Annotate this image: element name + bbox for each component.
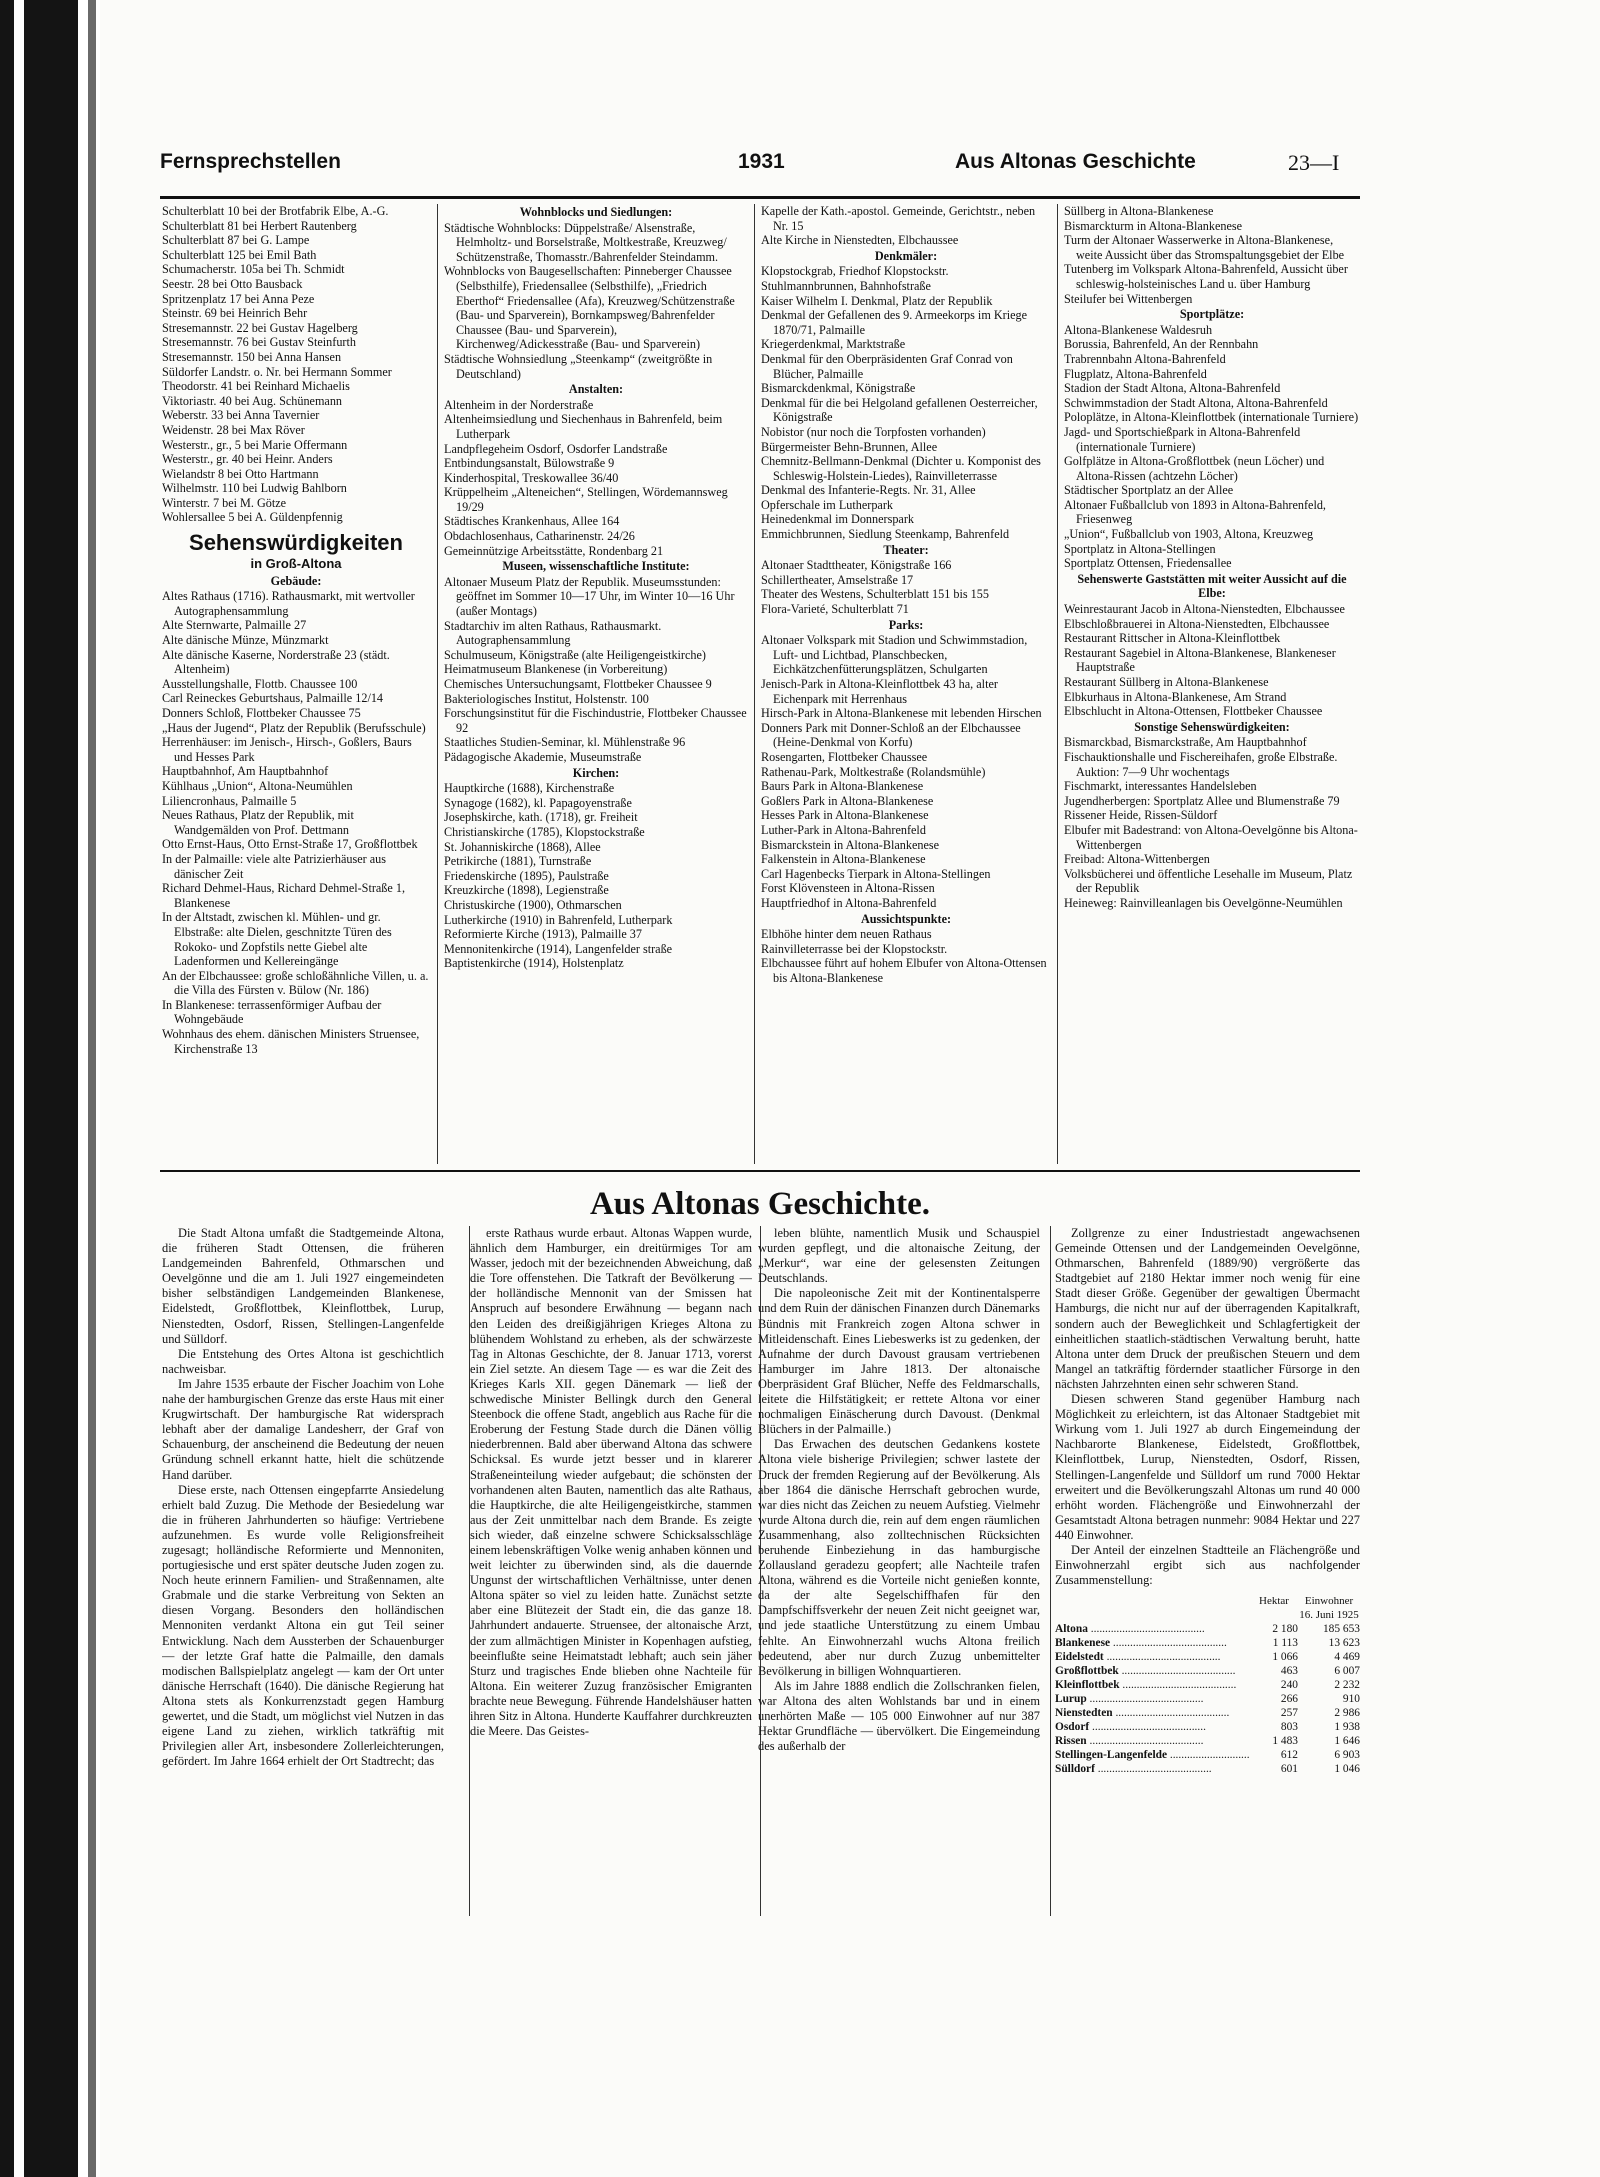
page-number: 23—I xyxy=(1288,150,1340,175)
history-paragraph: Die napoleonische Zeit mit der Kontinentalsperre und dem Ruin der dänischen Finanzen durch Dänemarks Bündnis mit Frankreich zogen Altona schwer in Mitleidenschaft. Eines Liebeswerks ist zu gedenken, der Aufnahme der durch Davoust grausam vertriebenen Hamburger im Jahre 1813. Der altonaische Oberpräsident Graf Blücher, Neffe des Feldmarschalls, leitete die Hilfstätigkeit; er rettete Altona vor einer nochmaligen Einäscherung durch Davoust. (Denkmal Blüchers in der Palmaille.) xyxy=(758,1286,1040,1437)
history-column-4 xyxy=(1055,1226,1360,1926)
sight-entry: Opferschale im Lutherpark xyxy=(761,497,893,512)
sight-entry: Ausstellungshalle, Flottb. Chaussee 100 xyxy=(162,676,358,691)
history-paragraph: Als im Jahre 1888 endlich die Zollschranken fielen, war Altona des alten Wohlstands bar und in einem unerhörten Maße — 105 000 Einwohner auf nur 387 Hektar Grundfläche — übervölkert. Die Eingemeindung des außerhalb der xyxy=(758,1678,1040,1754)
heading-parks: Parks: xyxy=(888,617,924,632)
directory-entry: Seestr. 28 bei Otto Bausback xyxy=(162,276,303,291)
history-paragraph: leben blühte, namentlich Musik und Schauspiel wurden gepflegt, und die altonaische Zeitung, der „Merkur“, war eine der gelesensten Zeitungen Deutschlands. xyxy=(758,1226,1040,1286)
sight-entry: Petrikirche (1881), Turnstraße xyxy=(444,854,592,869)
district-hektar: 1 483 xyxy=(1272,1735,1298,1748)
sight-entry: Klopstockgrab, Friedhof Klopstockstr. xyxy=(761,264,949,279)
heading-kirchen: Kirchen: xyxy=(572,765,620,780)
sight-entry: Städtische Wohnblocks: Düppelstraße/ Alsenstraße, Helmholtz- und Borselstraße, Moltkestraße, Kreuzweg/ Schützenstraße, Thomasstr./Bahrenfelder Steindamm. xyxy=(444,220,727,264)
directory-entry: Stresemannstr. 76 bei Gustav Steinfurth xyxy=(162,335,356,350)
sight-entry: Landpflegeheim Osdorf, Osdorfer Landstraße xyxy=(444,441,668,456)
sight-entry: Entbindungsanstalt, Bülowstraße 9 xyxy=(444,456,615,471)
directory-entry: Stresemannstr. 22 bei Gustav Hagelberg xyxy=(162,320,358,335)
directory-entry: Westerstr., gr. 40 bei Heinr. Anders xyxy=(162,452,333,467)
heading-aussichtspunkte: Aussichtspunkte: xyxy=(860,911,952,926)
history-paragraph: erste Rathaus wurde erbaut. Altonas Wappen wurde, ähnlich dem Hamburger, ein dreitürmiges Tor am Wasser, jedoch mit der bezeichnenden Abweichung, daß die Tore offenstehen. Die Tatkraft der Bevölkerung — der holländische Mennonit van der Smissen hat Anspruch auf besondere Erwähnung — begann nach den Leiden des dreißigjährigen Krieges Altona zu blühendem Wohlstand zu erheben, als der schwärzeste Tag in Altonas Geschichte, der 8. Januar 1713, vorerst ein Ziel setzte. An diesem Tage — es war die Zeit des Krieges Karls XII. gegen Dänemark — ließ der schwedische Minister Bellingk durch den General Steenbock die offene Stadt, angeblich aus Rache für die Eroberung der Festung Stade durch die Dänen völlig niederbrennen. Bald aber überwand Altona das schwere Schicksal. Es wurde jetzt besser und in klarerer Straßeneinteilung wieder aufgebaut; die schönsten der vorhandenen alten Bauten, namentlich das alte Rathaus, die Hauptkirche, die alte Heiligengeistkirche, stammen aus der Zeit unmittelbar nach dem Brande. Es zeigte sich wieder, daß einzelne schwere Schicksalsschläge einem lebenskräftigen Volke wenig anhaben können und weit leichter zu überwinden sind, als die dauernde Ungunst der wirtschaftlichen Verhältnisse, unter denen Altona später so viel zu leiden hatte. Zunächst setzte aber eine Blütezeit der Stadt ein, die das ganze 18. Jahrhundert andauerte. Struensee, der altonaische Arzt, der zum allmächtigen Minister in Kopenhagen aufstieg, beeinflußte seine Heimatstadt lebhaft; auch sein jäher Sturz und tragisches Ende blieben ohne Nachteile für Altona. Ein weiterer Zuzug französischer Emigranten brachte neue Bewegung. Führende Handelshäuser hatten ihren Sitz in Altona. Hunderte Kauffahrer durchkreuzten die Meere. Das Geistes- xyxy=(470,1226,752,1739)
header-year: 1931 xyxy=(738,150,785,173)
sight-entry: Baurs Park in Altona-Blankenese xyxy=(761,779,924,794)
adjacent-page-edge xyxy=(0,0,78,2177)
district-name: Altona ..... xyxy=(1055,1622,1250,1636)
sight-entry: Stadtarchiv im alten Rathaus, Rathausmarkt. Autographensammlung xyxy=(444,618,662,648)
sight-entry: Elbufer mit Badestrand: von Altona-Oevelgönne bis Altona-Wittenbergen xyxy=(1064,822,1358,852)
sight-entry: Denkmal der Gefallenen des 9. Armeekorps im Kriege 1870/71, Palmaille xyxy=(761,308,1027,337)
sight-entry: Altonaer Volkspark mit Stadion und Schwimmstadion, Luft- und Lichtbad, Planschbecken, Eichkätzchenfütterungsplätzen, Schulgarten xyxy=(761,633,1028,677)
sight-entry: Bakteriologisches Institut, Holstenstr. 100 xyxy=(444,691,649,706)
history-paragraph: Diesen schweren Stand gegenüber Hamburg nach Möglichkeit zu erleichtern, ist das Altonaer Stadtgebiet mit Wirkung vom 1. Juli 1927 ab durch Eingemeindung der Nachbarorte Blankenese, Eidelstedt, Großflottbek, Kleinflottbek, Lurup, Nienstedten, Osdorf, Rissen, Stellingen-Langenfelde und Sülldorf um rund 7000 Hektar erweitert und die Bevölkerungszahl Altonas um rund 40 000 erhöht worden. Flächengröße und Einwohnerzahl der Gesamtstadt Altona betragen nunmehr: 9084 Hektar und 227 440 Einwohner. xyxy=(1055,1392,1360,1542)
sight-entry: Alte dänische Münze, Münzmarkt xyxy=(162,633,329,648)
directory-entry: Schumacherstr. 105a bei Th. Schmidt xyxy=(162,262,345,277)
sight-entry: Hauptkirche (1688), Kirchenstraße xyxy=(444,781,615,796)
district-population: 185 653 xyxy=(1322,1623,1360,1636)
history-paragraph: Der Anteil der einzelnen Stadtteile an Flächengröße und Einwohnerzahl ergibt sich aus nachfolgender Zusammenstellung: xyxy=(1055,1542,1360,1588)
district-population: 2 986 xyxy=(1334,1707,1360,1720)
sight-entry: Kapelle der Kath.-apostol. Gemeinde, Gerichtstr., neben Nr. 15 xyxy=(761,204,1036,233)
district-statistics-table xyxy=(1055,1594,1360,1776)
sight-entry: Richard Dehmel-Haus, Richard Dehmel-Straße 1, Blankenese xyxy=(162,881,405,910)
sight-entry: Denkmal für die bei Helgoland gefallenen Oesterreicher, Königstraße xyxy=(761,395,1038,425)
sight-entry: Josephskirche, kath. (1718), gr. Freiheit xyxy=(444,810,638,825)
history-paragraph: Das Erwachen des deutschen Gedankens kostete Altona viele bisherige Privilegien; schwer lastete der Druck der fremden Regierung auf der Bevölkerung. Als aber 1864 die dänische Herrschaft gebrochen wurde, war dies nicht das Zeichen zu neuem Aufstieg. Vielmehr wurde Altona durch die, rein auf dem engen räumlichen Zusammenhang, also zolltechnischen Rücksichten beruhende Einbeziehung in das hamburgische Zollausland geradezu geopfert; alle Nachteile trafen Altona, während es die Vorteile nicht genießen konnte, da der alte Segelschiffhafen für den Dampfschiffsverkehr der neuen Zeit nicht geeignet war, und jede staatliche Unterstützung zu einem Umbau fehlte. An Einwohnerzahl wuchs Altona freilich bedeutend, aber nur durch Zuzug unbemittelter Bevölkerung in billigen Wohnquartieren. xyxy=(758,1437,1040,1678)
section-title: Sehenswürdigkeiten xyxy=(189,530,403,556)
stats-row xyxy=(1055,1622,1360,1636)
sight-entry: Kinderhospital, Treskowallee 36/40 xyxy=(444,470,619,485)
sight-entry: „Haus der Jugend“, Platz der Republik (Berufsschule) xyxy=(162,720,426,735)
district-population: 1 046 xyxy=(1334,1763,1360,1776)
sight-entry: Rissener Heide, Rissen-Süldorf xyxy=(1064,808,1218,823)
sight-entry: In der Altstadt, zwischen kl. Mühlen- und gr. Elbstraße: alte Dielen, geschnitzte Türen des Rokoko- und Zopfstils nette Giebel alte Ladenformen und Kellereingänge xyxy=(162,910,392,969)
sight-entry: Rathenau-Park, Moltkestraße (Rolandsmühle) xyxy=(761,764,986,779)
district-name: Eidelstedt ..... xyxy=(1055,1650,1250,1664)
sight-entry: Chemisches Untersuchungsamt, Flottbeker Chaussee 9 xyxy=(444,677,712,691)
stats-row xyxy=(1055,1748,1360,1762)
stats-row xyxy=(1055,1678,1360,1692)
district-population: 1 938 xyxy=(1334,1721,1360,1734)
column-1 xyxy=(162,204,430,1164)
sight-entry: Kreuzkirche (1898), Legienstraße xyxy=(444,883,609,898)
district-population: 13 623 xyxy=(1328,1637,1360,1650)
sight-entry: Forschungsinstitut für die Fischindustrie, Flottbeker Chaussee 92 xyxy=(444,706,747,735)
heading-denkmaeler: Denkmäler: xyxy=(874,248,938,263)
heading-gaststaetten: Sehenswerte Gaststätten mit weiter Aussicht auf die Elbe: xyxy=(1077,571,1347,601)
history-title: Aus Altonas Geschichte. xyxy=(589,1186,931,1222)
sight-entry: Rainvilleterrasse bei der Klopstockstr. xyxy=(761,941,948,956)
history-paragraph: Im Jahre 1535 erbaute der Fischer Joachim von Lohe nahe der hamburgischen Grenze das erste Haus mit einer Krugwirtschaft. Der hamburgische Rat widersprach lebhaft aber der damalige Landesherr, der Graf von Schauenburg, der anscheinend die Bedeutung der neuen Gründung schnell erkannt hatte, hielt die schützende Hand darüber. xyxy=(162,1376,444,1482)
sight-entry: Altenheimsiedlung und Siechenhaus in Bahrenfeld, beim Lutherpark xyxy=(444,412,723,441)
heading-sportplaetze: Sportplätze: xyxy=(1179,307,1245,322)
sight-entry: Krüppelheim „Alteneichen“, Stellingen, Wördemannsweg 19/29 xyxy=(444,485,728,514)
sight-entry: Altonaer Stadttheater, Königstraße 166 xyxy=(761,558,952,573)
sight-entry: Forst Klövensteen in Altona-Rissen xyxy=(761,881,935,896)
directory-entry: Wilhelmstr. 110 bei Ludwig Bahlborn xyxy=(162,481,347,496)
sight-entry: Heineweg: Rainvilleanlagen bis Oevelgönne-Neumühlen xyxy=(1064,895,1343,910)
column-divider xyxy=(754,204,755,1164)
stats-row xyxy=(1055,1734,1360,1748)
heading-gebaeude: Gebäude: xyxy=(270,573,322,588)
sight-entry: Altes Rathaus (1716). Rathausmarkt, mit wertvoller Autographensammlung xyxy=(162,589,415,618)
running-header xyxy=(160,150,1360,188)
sight-entry: Lutherkirche (1910) in Bahrenfeld, Lutherpark xyxy=(444,912,673,927)
history-paragraph: Zollgrenze zu einer Industriestadt angewachsenen Gemeinde Ottensen und der Landgemeinden Oevelgönne, Othmarschen, Bahrenfeld (1889/90) vergrößerte das Stadtgebiet auf 2180 Hektar immer noch wenig für eine Stadt dieser Größe. Gegenüber der gewaltigen Übermacht Hamburgs, die nicht nur auf der überragenden Kapitalkraft, sondern auch der Beweglichkeit und Schlagfertigkeit der einheitlichen staatlich-städtischen Verwaltung beruht, hatte Altona unter dem Druck der preußischen Steuern und dem Mangel an tatkräftig fördernder staatlicher Fürsorge in den nächsten Jahrzehnten einen sehr schweren Stand. xyxy=(1055,1226,1360,1391)
directory-entry: Viktoriastr. 40 bei Aug. Schünemann xyxy=(162,393,343,408)
sight-entry: Alte Kirche in Nienstedten, Elbchaussee xyxy=(761,233,959,248)
sight-entry: Denkmal für den Oberpräsidenten Graf Conrad von Blücher, Palmaille xyxy=(761,351,1013,381)
sight-entry: Turm der Altonaer Wasserwerke in Altona-Blankenese, weite Aussicht über das Stromspaltungsgebiet der Elbe xyxy=(1064,233,1345,262)
directory-entry: Spritzenplatz 17 bei Anna Peze xyxy=(162,291,315,306)
sight-entry: Pädagogische Akademie, Museumstraße xyxy=(444,749,642,764)
sight-entry: Donners Park mit Donner-Schloß an der Elbchaussee (Heine-Denkmal von Korfu) xyxy=(761,720,1021,750)
sight-entry: Kühlhaus „Union“, Altona-Neumühlen xyxy=(162,778,353,793)
sight-entry: Carl Hagenbecks Tierpark in Altona-Stellingen xyxy=(761,866,991,881)
sight-entry: Fischmarkt, interessantes Handelsleben xyxy=(1064,779,1257,794)
sight-entry: Heimatmuseum Blankenese (in Vorbereitung) xyxy=(444,662,668,677)
sight-entry: Stadion der Stadt Altona, Altona-Bahrenfeld xyxy=(1064,381,1281,396)
sight-entry: Goßlers Park in Altona-Blankenese xyxy=(761,793,934,808)
sight-entry: Jagd- und Sportschießpark in Altona-Bahrenfeld (internationale Turniere) xyxy=(1064,424,1301,454)
district-name: Sülldorf ..... xyxy=(1055,1762,1250,1776)
directory-entry: Winterstr. 7 bei M. Götze xyxy=(162,495,287,510)
sight-entry: Trabrennbahn Altona-Bahrenfeld xyxy=(1064,351,1226,366)
sight-entry: Hauptfriedhof in Altona-Bahrenfeld xyxy=(761,895,937,910)
sight-entry: Restaurant Rittscher in Altona-Kleinflottbek xyxy=(1064,631,1281,646)
sight-entry: Volksbücherei und öffentliche Lesehalle im Museum, Platz der Republik xyxy=(1064,866,1353,896)
sight-entry: Carl Reineckes Geburtshaus, Palmaille 12/14 xyxy=(162,691,384,706)
stats-header-hektar: Hektar xyxy=(1259,1595,1289,1608)
district-hektar: 1 113 xyxy=(1272,1637,1298,1650)
sight-entry: Nobistor (nur noch die Torpfosten vorhanden) xyxy=(761,424,986,439)
sight-entry: An der Elbchaussee: große schloßähnliche Villen, u. a. die Villa des Fürsten v. Bülow (Nr. 186) xyxy=(162,968,429,998)
sight-entry: Altonaer Fußballclub von 1893 in Altona-Bahrenfeld, Friesenweg xyxy=(1064,497,1326,527)
stats-row xyxy=(1055,1650,1360,1664)
directory-entry: Weidenstr. 28 bei Max Röver xyxy=(162,422,305,437)
district-name: Großflottbek ..... xyxy=(1055,1664,1250,1678)
directory-entry: Stresemannstr. 150 bei Anna Hansen xyxy=(162,349,342,364)
column-divider xyxy=(1050,1226,1051,1916)
sight-entry: Schillertheater, Amselstraße 17 xyxy=(761,572,914,587)
sight-entry: Hirsch-Park in Altona-Blankenese mit lebenden Hirschen xyxy=(761,706,1042,721)
sight-entry: Elbschloßbrauerei in Altona-Nienstedten, Elbchaussee xyxy=(1064,616,1330,631)
sight-entry: Elbschlucht in Altona-Ottensen, Flottbeker Chaussee xyxy=(1064,704,1323,719)
sight-entry: Jugendherbergen: Sportplatz Allee und Blumenstraße 79 xyxy=(1064,793,1340,808)
sight-entry: Bismarckbad, Bismarckstraße, Am Hauptbahnhof xyxy=(1064,735,1307,750)
sight-entry: Altona-Blankenese Waldesruh xyxy=(1064,322,1213,337)
directory-entry: Süldorfer Landstr. o. Nr. bei Hermann Sommer xyxy=(162,364,392,379)
directory-entry: Theodorstr. 41 bei Reinhard Michaelis xyxy=(162,379,350,394)
sight-entry: Synagoge (1682), kl. Papagoyenstraße xyxy=(444,795,632,810)
sight-entry: Kriegerdenkmal, Marktstraße xyxy=(761,337,906,352)
history-column-3 xyxy=(758,1226,1040,1926)
history-paragraph: Diese erste, nach Ottensen eingepfarrte Ansiedelung erhielt bald Zuzug. Die Methode der Besiedelung war die in früheren Jahrhunderten so häufige: Vertriebene aufzunehmen. Es wurde volle Religionsfreiheit zugesagt; holländische Reformierte und Mennoniten, portugiesische und erst später deutsche Juden zogen zu. Noch heute erinnern Familien- und Straßennamen, alte Grabmale und die starke Verbreitung von Sekten an diesen Vorgang. Besonders den holländischen Mennoniten verdankt Altona ein gut Teil seiner Entwicklung. Nach dem Aussterben der Schauenburger — der letzte Graf hatte die Palmaille, den damals modischen Ballspielplatz angelegt — kam der Ort unter dänische Herrschaft (1640). Die dänische Regierung hat Altona stets als Konkurrenzstadt gegen Hamburg gewertet, und die Stadt, um möglichst viel Nutzen in das eigene Land zu ziehen, wirklich tatkräftig mit Privilegien aller Art, insbesondere Zollerleichterungen, gefördert. Im Jahre 1664 erhielt der Ort Stadtrecht; das xyxy=(162,1482,444,1769)
sight-entry: Städtischer Sportplatz an der Allee xyxy=(1064,483,1234,498)
directory-entry: Schulterblatt 125 bei Emil Bath xyxy=(162,247,317,262)
history-paragraph: Die Entstehung des Ortes Altona ist geschichtlich nachweisbar. xyxy=(162,1346,444,1376)
sight-entry: Bürgermeister Behn-Brunnen, Allee xyxy=(761,439,938,454)
sight-entry: Chemnitz-Bellmann-Denkmal (Dichter u. Komponist des Schleswig-Holstein-Liedes), Rainvilleterrasse xyxy=(761,454,1041,483)
heading-sonstige: Sonstige Sehenswürdigkeiten: xyxy=(1134,719,1290,734)
district-name: Stellingen-Langenfelde ..... xyxy=(1055,1748,1250,1762)
sight-entry: Altonaer Museum Platz der Republik. Museumsstunden: geöffnet im Sommer 10—17 Uhr, im Winter 10—16 Uhr (außer Montags) xyxy=(444,574,735,619)
sight-entry: Poloplätze, in Altona-Kleinflottbek (internationale Turniere) xyxy=(1064,410,1359,425)
directory-entry: Schulterblatt 10 bei der Brotfabrik Elbe, A.-G. xyxy=(162,204,389,218)
header-right: Aus Altonas Geschichte xyxy=(955,150,1196,173)
sight-entry: Denkmal des Infanterie-Regts. Nr. 31, Allee xyxy=(761,483,976,498)
sight-entry: Sportplatz in Altona-Stellingen xyxy=(1064,541,1216,556)
sight-entry: Theater des Westens, Schulterblatt 151 bis 155 xyxy=(761,587,989,602)
district-population: 910 xyxy=(1342,1693,1360,1706)
sight-entry: Stuhlmannbrunnen, Bahnhofstraße xyxy=(761,278,931,293)
sight-entry: Liliencronhaus, Palmaille 5 xyxy=(162,793,297,808)
district-hektar: 1 066 xyxy=(1272,1651,1298,1664)
sight-entry: Schulmuseum, Königstraße (alte Heiligengeistkirche) xyxy=(444,647,706,662)
district-name: Blankenese ..... xyxy=(1055,1636,1250,1650)
sight-entry: Donners Schloß, Flottbeker Chaussee 75 xyxy=(162,706,361,720)
directory-entry: Schulterblatt 87 bei G. Lampe xyxy=(162,233,310,248)
sight-entry: Süllberg in Altona-Blankenese xyxy=(1064,204,1214,218)
sight-entry: In Blankenese: terrassenförmiger Aufbau der Wohngebäude xyxy=(162,997,382,1027)
district-population: 6 007 xyxy=(1334,1665,1360,1678)
sight-entry: Mennonitenkirche (1914), Langenfelder straße xyxy=(444,941,673,956)
sight-entry: Alte dänische Kaserne, Norderstraße 23 (städt. Altenheim) xyxy=(162,647,390,677)
district-population: 2 232 xyxy=(1334,1679,1360,1692)
sight-entry: Falkenstein in Altona-Blankenese xyxy=(761,852,926,867)
sight-entry: Bismarckstein in Altona-Blankenese xyxy=(761,837,940,852)
sight-entry: Weinrestaurant Jacob in Altona-Nienstedten, Elbchaussee xyxy=(1064,602,1345,617)
history-paragraph: Die Stadt Altona umfaßt die Stadtgemeinde Altona, die früheren Stadt Ottensen, die früheren Landgemeinden Bahrenfeld, Othmarschen und Oevelgönne und die am 1. Juli 1927 eingemeindeten bisher selbständigen Landgemeinden Blankenese, Eidelstedt, Großflottbek, Kleinflottbek, Lurup, Nienstedten, Osdorf, Rissen, Stellingen-Langenfelde und Sülldorf. xyxy=(162,1226,444,1346)
sight-entry: Luther-Park in Altona-Bahrenfeld xyxy=(761,822,926,837)
sight-entry: Hesses Park in Altona-Blankenese xyxy=(761,808,929,823)
header-rule xyxy=(160,196,1360,199)
directory-entry: Wohlersallee 5 bei A. Güldenpfennig xyxy=(162,510,343,525)
sight-entry: Christianskirche (1785), Klopstockstraße xyxy=(444,824,645,839)
sight-entry: Hauptbahnhof, Am Hauptbahnhof xyxy=(162,764,329,779)
column-divider xyxy=(437,204,438,1164)
heading-wohnblocks: Wohnblocks und Siedlungen: xyxy=(519,205,673,219)
header-left: Fernsprechstellen xyxy=(160,150,341,173)
sight-entry: Herrenhäuser: im Jenisch-, Hirsch-, Goßlers, Baurs und Hesses Park xyxy=(162,735,412,764)
sight-entry: Elbkurhaus in Altona-Blankenese, Am Strand xyxy=(1064,689,1287,704)
sight-entry: Gemeinnützige Arbeitsstätte, Rondenbarg 21 xyxy=(444,543,664,558)
district-hektar: 257 xyxy=(1280,1707,1298,1720)
sight-entry: In der Palmaille: viele alte Patrizierhäuser aus dänischer Zeit xyxy=(162,851,387,881)
sight-entry: „Union“, Fußballclub von 1903, Altona, Kreuzweg xyxy=(1064,527,1314,542)
sight-entry: Reformierte Kirche (1913), Palmaille 37 xyxy=(444,927,642,942)
directory-entry: Weberstr. 33 bei Anna Tavernier xyxy=(162,408,320,423)
stats-row xyxy=(1055,1706,1360,1720)
sight-entry: Tutenberg im Volkspark Altona-Bahrenfeld, Aussicht über schleswig-holsteinisches Land u. über Hamburg xyxy=(1064,262,1348,291)
sight-entry: Wohnblocks von Baugesellschaften: Pinneberger Chaussee (Selbsthilfe), Friedensallee (Selbsthilfe), „Friedrich Eberthof“ Friedensallee (Afa), Kreuzweg/Schützenstraße (Bau- und Sparverein), Bornkampsweg/Bahrenfelder Chaussee (Bau- und Sparverein), Kirchenweg/Adickesstraße (Bau- und Sparverein) xyxy=(444,264,735,352)
sight-entry: Jenisch-Park in Altona-Kleinflottbek 43 ha, alter Eichenpark mit Herrenhaus xyxy=(761,677,998,706)
district-hektar: 240 xyxy=(1280,1679,1298,1692)
sight-entry: Städtische Wohnsiedlung „Steenkamp“ (zweitgrößte in Deutschland) xyxy=(444,351,713,381)
sight-entry: Fischauktionshalle und Fischereihafen, große Elbstraße. Auktion: 7—9 Uhr wochentags xyxy=(1064,749,1338,779)
district-hektar: 612 xyxy=(1280,1749,1298,1762)
sight-entry: Rosengarten, Flottbeker Chaussee xyxy=(761,749,928,764)
stats-row xyxy=(1055,1720,1360,1734)
directory-entry: Schulterblatt 81 bei Herbert Rautenberg xyxy=(162,218,357,233)
district-population: 4 469 xyxy=(1334,1651,1360,1664)
heading-anstalten: Anstalten: xyxy=(568,382,624,397)
column-divider xyxy=(1057,204,1058,1164)
sight-entry: Heinedenkmal im Donnerspark xyxy=(761,512,914,527)
sight-entry: Schwimmstadion der Stadt Altona, Altona-Bahrenfeld xyxy=(1064,395,1328,410)
sight-entry: Elbchaussee führt auf hohem Elbufer von Altona-Ottensen bis Altona-Blankenese xyxy=(761,956,1047,985)
column-3 xyxy=(761,204,1051,1164)
sight-entry: Altenheim in der Norderstraße xyxy=(444,397,594,412)
sight-entry: Restaurant Sagebiel in Altona-Blankenese, Blankeneser Hauptstraße xyxy=(1064,645,1336,675)
stats-row xyxy=(1055,1692,1360,1706)
sight-entry: Sportplatz Ottensen, Friedensallee xyxy=(1064,556,1232,571)
district-hektar: 601 xyxy=(1280,1763,1298,1776)
stats-row xyxy=(1055,1762,1360,1776)
sight-entry: Städtisches Krankenhaus, Allee 164 xyxy=(444,514,620,529)
sight-entry: Kaiser Wilhelm I. Denkmal, Platz der Republik xyxy=(761,293,993,308)
district-hektar: 266 xyxy=(1280,1693,1298,1706)
sight-entry: Restaurant Süllberg in Altona-Blankenese xyxy=(1064,675,1269,689)
district-population: 6 903 xyxy=(1334,1749,1360,1762)
sight-entry: Staatliches Studien-Seminar, kl. Mühlenstraße 96 xyxy=(444,735,686,750)
district-hektar: 463 xyxy=(1280,1665,1298,1678)
sight-entry: Bismarckturm in Altona-Blankenese xyxy=(1064,218,1243,233)
sight-entry: Christuskirche (1900), Othmarschen xyxy=(444,897,622,912)
stats-row xyxy=(1055,1664,1360,1678)
stats-header xyxy=(1055,1594,1360,1622)
stats-row xyxy=(1055,1636,1360,1650)
history-column-2 xyxy=(470,1226,752,1926)
sight-entry: Friedenskirche (1895), Paulstraße xyxy=(444,868,609,883)
district-name: Lurup ..... xyxy=(1055,1692,1250,1706)
sight-entry: Freibad: Altona-Wittenbergen xyxy=(1064,852,1210,867)
sight-entry: Neues Rathaus, Platz der Republik, mit Wandgemälden von Prof. Dettmann xyxy=(162,808,354,837)
heading-museen: Museen, wissenschaftliche Institute: xyxy=(502,559,690,574)
sight-entry: Otto Ernst-Haus, Otto Ernst-Straße 17, Großflottbek xyxy=(162,837,418,852)
district-name: Osdorf ..... xyxy=(1055,1720,1250,1734)
heading-theater: Theater: xyxy=(883,542,929,557)
sight-entry: Bismarckdenkmal, Königstraße xyxy=(761,381,916,396)
sight-entry: Flora-Varieté, Schulterblatt 71 xyxy=(761,602,909,617)
sight-entry: Wohnhaus des ehem. dänischen Ministers Struensee, Kirchenstraße 13 xyxy=(162,1027,420,1056)
book-spine-shadow xyxy=(88,0,96,2177)
history-column-1 xyxy=(162,1226,444,1926)
sight-entry: Golfplätze in Altona-Großflottbek (neun Löcher) und Altona-Rissen (achtzehn Löcher) xyxy=(1064,454,1325,483)
section-divider xyxy=(160,1170,1360,1172)
directory-entry: Wielandstr 8 bei Otto Hartmann xyxy=(162,466,319,481)
sight-entry: Flugplatz, Altona-Bahrenfeld xyxy=(1064,366,1207,381)
directory-entry: Steinstr. 69 bei Heinrich Behr xyxy=(162,306,308,321)
sight-entry: Steilufer bei Wittenbergen xyxy=(1064,291,1193,306)
sight-entry: St. Johanniskirche (1868), Allee xyxy=(444,839,601,854)
column-2 xyxy=(444,204,748,1164)
sight-entry: Obdachlosenhaus, Catharinenstr. 24/26 xyxy=(444,529,635,544)
stats-header-einwohner: Einwohner 16. Juni 1925 xyxy=(1299,1595,1359,1622)
district-name: Rissen ..... xyxy=(1055,1734,1250,1748)
sight-entry: Elbhöhe hinter dem neuen Rathaus xyxy=(761,927,932,942)
sight-entry: Borussia, Bahrenfeld, An der Rennbahn xyxy=(1064,337,1259,352)
sight-entry: Baptistenkirche (1914), Holstenplatz xyxy=(444,956,624,971)
sight-entry: Alte Sternwarte, Palmaille 27 xyxy=(162,618,307,633)
district-hektar: 2 180 xyxy=(1272,1623,1298,1636)
district-population: 1 646 xyxy=(1334,1735,1360,1748)
district-name: Kleinflottbek ..... xyxy=(1055,1678,1250,1692)
column-4 xyxy=(1064,204,1360,1164)
sight-entry: Emmichbrunnen, Siedlung Steenkamp, Bahrenfeld xyxy=(761,527,1010,542)
district-hektar: 803 xyxy=(1280,1721,1298,1734)
directory-entry: Westerstr., gr., 5 bei Marie Offermann xyxy=(162,437,348,452)
district-name: Nienstedten ..... xyxy=(1055,1706,1250,1720)
section-subtitle: in Groß-Altona xyxy=(250,556,342,572)
